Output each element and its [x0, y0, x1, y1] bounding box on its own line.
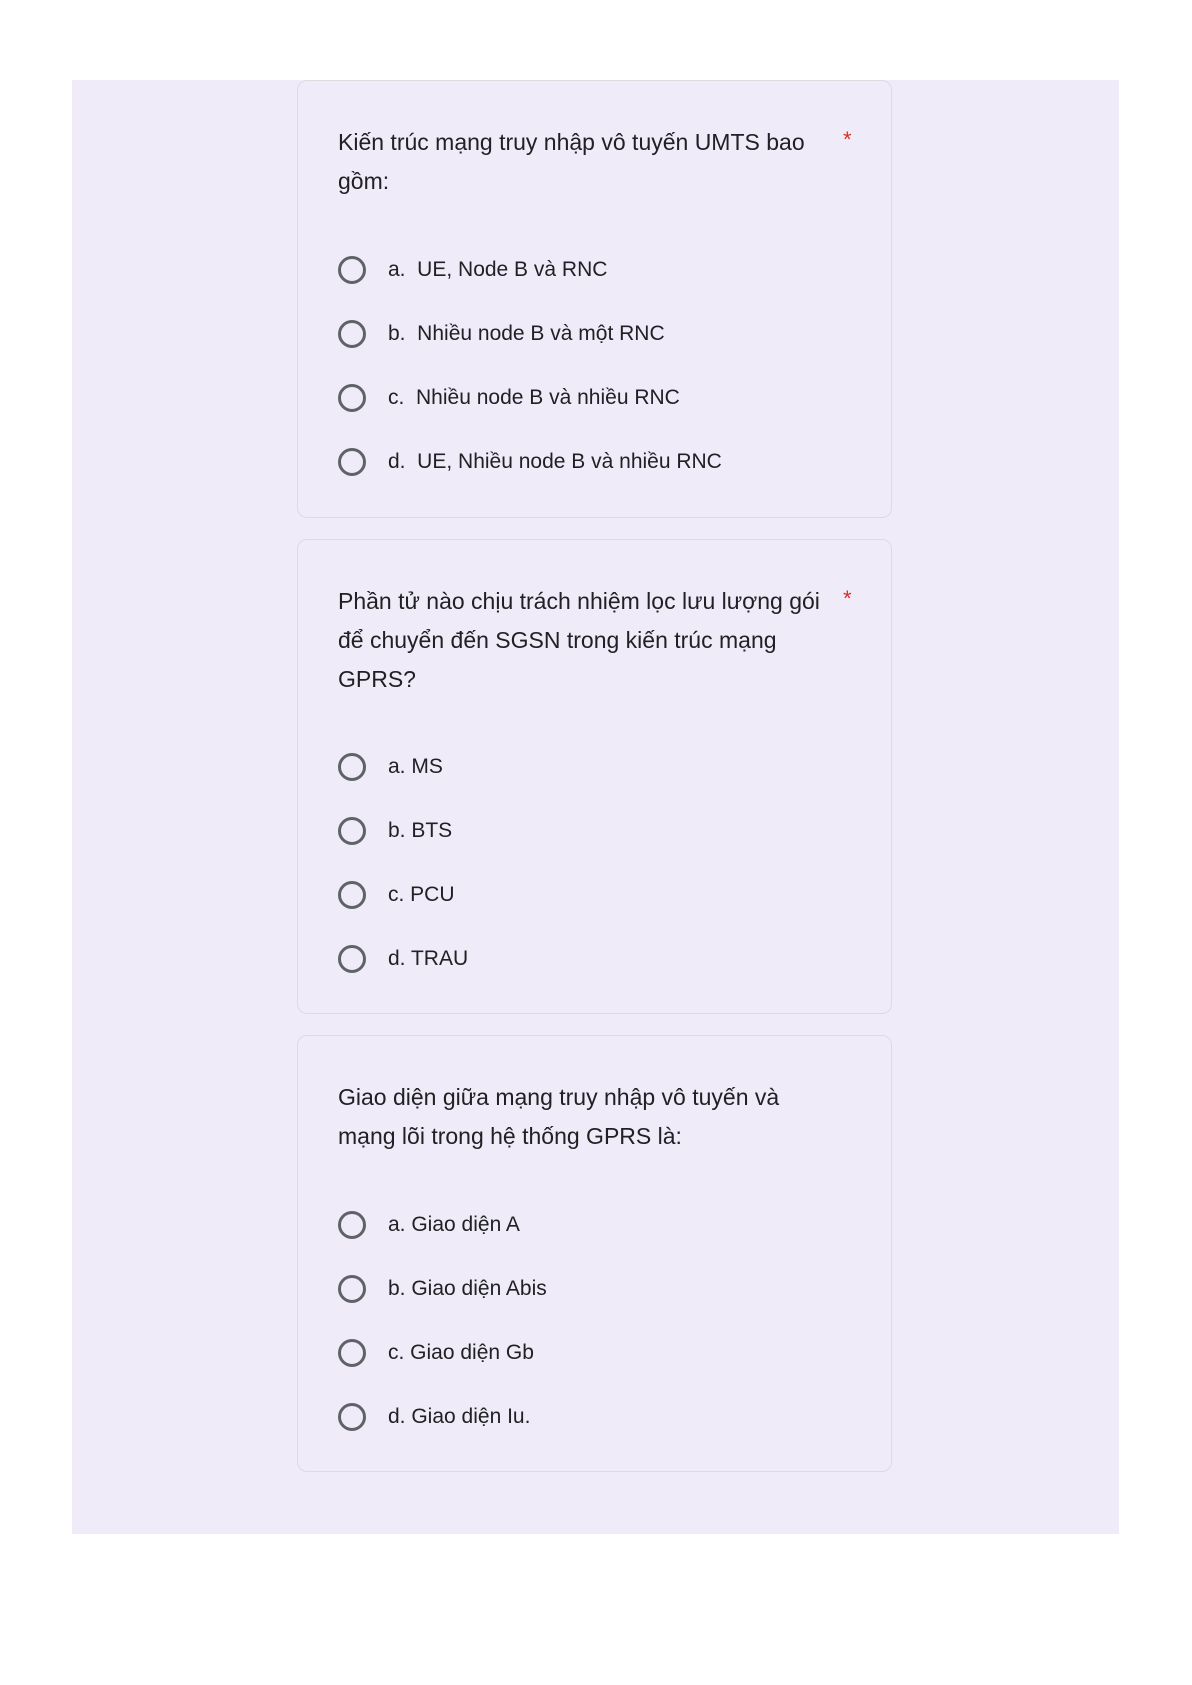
radio-option[interactable]: [338, 238, 858, 302]
question-1-title: Kiến trúc mạng truy nhập vô tuyến UMTS bao gồm:: [338, 129, 805, 194]
question-1-options: [338, 238, 858, 494]
radio-button[interactable]: [338, 384, 366, 412]
radio-button[interactable]: [338, 1275, 366, 1303]
question-card-1: [297, 80, 892, 518]
radio-option[interactable]: [338, 1385, 858, 1449]
required-asterisk: *: [843, 586, 852, 611]
question-2-title: Phần tử nào chịu trách nhiệm lọc lưu lượng gói để chuyển đến SGSN trong kiến trúc mạng GPRS?: [338, 588, 820, 692]
option-label[interactable]: d. UE, Nhiều node B và nhiều RNC: [388, 450, 722, 473]
option-label[interactable]: a. UE, Node B và RNC: [388, 258, 608, 281]
radio-option[interactable]: [338, 735, 858, 799]
radio-button[interactable]: [338, 945, 366, 973]
radio-option[interactable]: [338, 366, 858, 430]
question-card-2: [297, 539, 892, 1014]
option-label[interactable]: a. Giao diện A: [388, 1213, 520, 1236]
radio-option[interactable]: [338, 863, 858, 927]
question-3-options: [338, 1193, 858, 1449]
radio-option[interactable]: [338, 1193, 858, 1257]
option-label[interactable]: b. Giao diện Abis: [388, 1277, 547, 1300]
radio-button[interactable]: [338, 1339, 366, 1367]
option-label[interactable]: c. Nhiều node B và nhiều RNC: [388, 386, 680, 409]
radio-option[interactable]: [338, 1257, 858, 1321]
radio-button[interactable]: [338, 256, 366, 284]
radio-button[interactable]: [338, 881, 366, 909]
option-label[interactable]: c. PCU: [388, 883, 455, 906]
question-2-options: [338, 735, 858, 991]
radio-button[interactable]: [338, 753, 366, 781]
radio-button[interactable]: [338, 1403, 366, 1431]
required-asterisk: *: [843, 127, 852, 152]
radio-button[interactable]: [338, 817, 366, 845]
option-label[interactable]: b. Nhiều node B và một RNC: [388, 322, 665, 345]
radio-option[interactable]: [338, 430, 858, 494]
option-label[interactable]: d. Giao diện Iu.: [388, 1405, 531, 1428]
radio-button[interactable]: [338, 448, 366, 476]
option-label[interactable]: b. BTS: [388, 819, 453, 842]
radio-button[interactable]: [338, 1211, 366, 1239]
radio-option[interactable]: [338, 799, 858, 863]
radio-option[interactable]: [338, 927, 858, 991]
option-label[interactable]: c. Giao diện Gb: [388, 1341, 534, 1364]
radio-button[interactable]: [338, 320, 366, 348]
option-label[interactable]: d. TRAU: [388, 947, 469, 970]
question-card-3: [297, 1035, 892, 1472]
question-3-title: Giao diện giữa mạng truy nhập vô tuyến và mạng lõi trong hệ thống GPRS là:: [338, 1084, 780, 1149]
radio-option[interactable]: [338, 1321, 858, 1385]
option-label[interactable]: a. MS: [388, 755, 443, 778]
radio-option[interactable]: [338, 302, 858, 366]
